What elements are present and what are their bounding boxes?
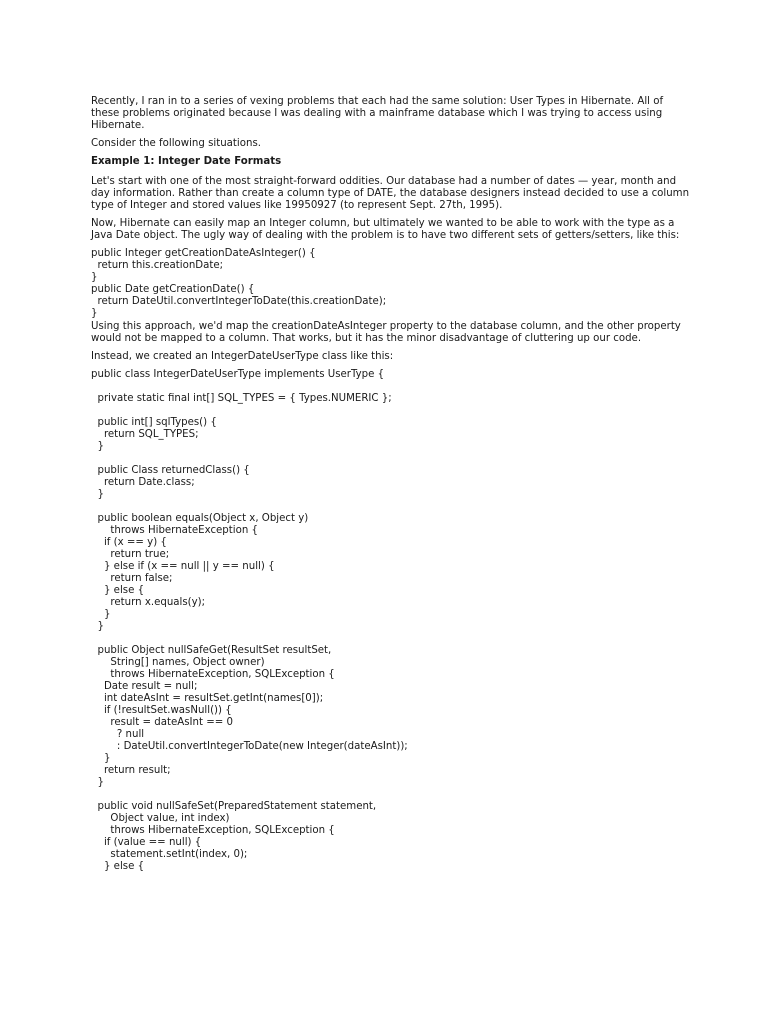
approach-paragraph: Using this approach, we'd map the creationDateAsInteger property to the database column, and the other property would not be mapped to a column. That works, but it has the minor disadvantage of cluttering up our code. — [91, 321, 681, 344]
start-paragraph: Let's start with one of the most straight-forward oddities. Our database had a number of dates — year, month and day information. Rather than create a column type of DATE, the database designers instead decided to use a column type of Integer and stored values like 19950927 (to represent Sept. 27th, 1995). — [91, 176, 690, 211]
intro-paragraph: Recently, I ran in to a series of vexing problems that each had the same solution: User Types in Hibernate. All of these problems originated because I was dealing with a mainframe database which I was trying to access using Hibernate. — [91, 96, 664, 131]
getters-code-block: public Integer getCreationDateAsInteger() { return this.creationDate; } public Date getCreationDate() { return DateUtil.convertIntegerToDate(this.creationDate); } — [91, 248, 387, 319]
consider-paragraph: Consider the following situations. — [91, 138, 261, 149]
document-page — [91, 96, 691, 873]
class-code-block: public class IntegerDateUserType implements UserType { private static final int[] SQL_TYPES = { Types.NUMERIC }; public int[] sqlTypes() { return SQL_TYPES; } public Class returnedClass() { return Date.class; } public boolean equals(Object x, Object y) throws HibernateException { if (x == y) { return true; } else if (x == null || y == null) { return false; } else { return x.equals(y); } } public Object nullSafeGet(ResultSet resultSet, String[] names, Object owner) throws HibernateException, SQLException { Date result = null; int dateAsInt = resultSet.getInt(names[0]); if (!resultSet.wasNull()) { result = dateAsInt == 0 ? null : DateUtil.convertIntegerToDate(new Integer(dateAsInt)); } return result; } public void nullSafeSet(PreparedStatement statement, Object value, int index) throws HibernateException, SQLException { if (value == null) { statement.setInt(index, 0); } else { — [91, 369, 408, 872]
now-paragraph: Now, Hibernate can easily map an Integer column, but ultimately we wanted to be able to work with the type as a Java Date object. The ugly way of dealing with the problem is to have two different sets of getters/setters, like this: — [91, 218, 680, 241]
example-heading: Example 1: Integer Date Formats — [91, 156, 282, 167]
instead-paragraph: Instead, we created an IntegerDateUserType class like this: — [91, 351, 394, 362]
